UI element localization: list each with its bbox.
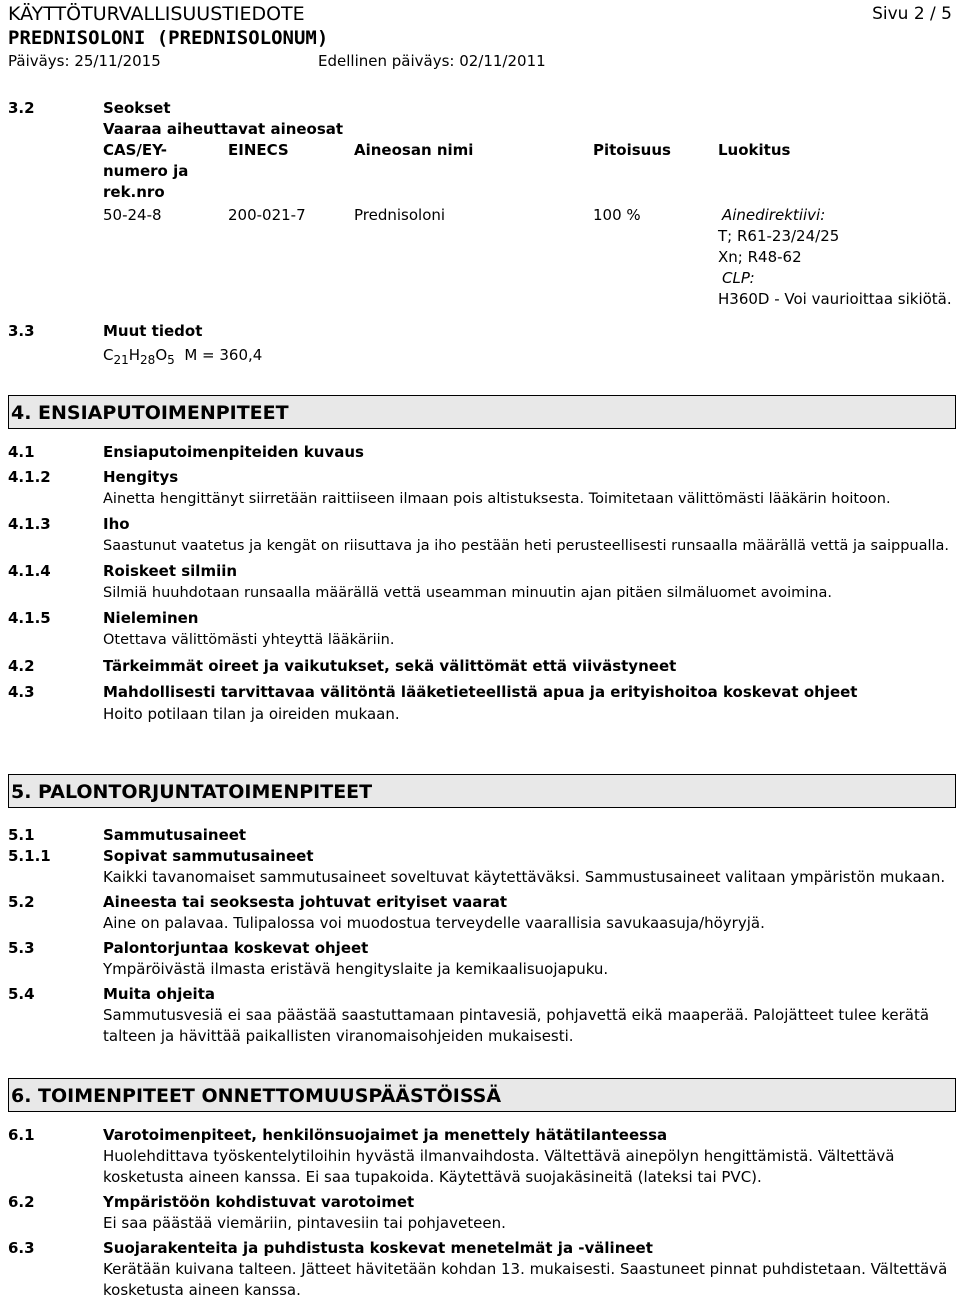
product-name: PREDNISOLONI (PREDNISOLONUM) [8, 27, 329, 49]
s53 [8, 938, 954, 959]
document-title: KÄYTTÖTURVALLISUUSTIEDOTE [8, 3, 305, 25]
section-title: Muita ohjeita [103, 985, 215, 1003]
section-title: Nieleminen [103, 609, 199, 627]
cell-einecs: 200-021-7 [228, 206, 306, 224]
section-title: Seokset [103, 99, 171, 117]
s52 [8, 892, 954, 913]
section-title: Iho [103, 515, 130, 533]
section-3-2-heading [8, 98, 954, 119]
formula-o-sub: 5 [167, 353, 175, 367]
s412-text: Ainetta hengittänyt siirretään raittiiseen ilmaan pois altistuksesta. Toimitetaan välittömästi lääkärin hoitoon. [103, 491, 891, 507]
section-number: 5.2 [8, 893, 35, 911]
class-dir-2: Xn; R48-62 [718, 248, 802, 266]
section-title: Mahdollisesti tarvittavaa välitöntä lääketieteellistä apua ja erityishoitoa koskevat ohjeet [103, 683, 858, 701]
section-4-heading: 4. ENSIAPUTOIMENPITEET [8, 395, 956, 429]
formula-c: C [103, 346, 114, 364]
s413 [8, 513, 954, 535]
class-dir-1: T; R61-23/24/25 [718, 227, 840, 245]
section-number: 5.1 [8, 826, 35, 844]
section-title: Aineesta tai seoksesta johtuvat erityiset vaarat [103, 893, 508, 911]
s52-text: Aine on palavaa. Tulipalossa voi muodostua terveydelle vaarallisia savukaasuja/höyryjä. [103, 914, 765, 932]
s42 [8, 655, 954, 677]
formula-h-sub: 28 [140, 353, 156, 367]
s412 [8, 466, 954, 488]
section-6-heading: 6. TOIMENPITEET ONNETTOMUUSPÄÄSTÖISSÄ [8, 1078, 956, 1112]
section-number: 5.1.1 [8, 847, 51, 865]
section-title: Ensiaputoimenpiteiden kuvaus [103, 443, 364, 461]
cell-cas: 50-24-8 [103, 206, 162, 224]
formula-c-sub: 21 [113, 353, 129, 367]
section-number: 6.2 [8, 1193, 35, 1211]
class-dir-label: Ainedirektiivi: [722, 206, 826, 224]
class-clp-label: CLP: [722, 269, 755, 287]
section-3-3 [8, 321, 954, 371]
s63 [8, 1238, 954, 1259]
section-number: 4.2 [8, 657, 35, 675]
section-title: Ympäristöön kohdistuvat varotoimet [103, 1193, 415, 1211]
section-subtitle [8, 119, 954, 140]
section-4-body [8, 441, 954, 725]
col-einecs: EINECS [228, 141, 289, 159]
section-3-2 [8, 98, 954, 308]
s511 [8, 846, 954, 867]
s41 [8, 441, 954, 463]
section-number: 4.1.4 [8, 562, 51, 580]
s61 [8, 1125, 954, 1146]
formula-h: H [128, 346, 141, 364]
col-class: Luokitus [718, 141, 791, 159]
s413-text: Saastunut vaatetus ja kengät on riisuttava ja iho pestään heti perusteellisesti runsaalla määrällä vettä ja saippualla. [103, 538, 950, 554]
page-number: Sivu 2 / 5 [872, 4, 952, 24]
issue-date: Päiväys: 25/11/2015 [8, 52, 161, 70]
s54 [8, 984, 954, 1005]
s63-text: Kerätään kuivana talteen. Jätteet hävitetään kohdan 13. mukaisesti. Saastuneet pinnat puhdistetaan. Vältettävä kosketusta aineen kanssa. [103, 1260, 948, 1299]
formula-o: O [155, 346, 168, 364]
section-5-heading: 5. PALONTORJUNTATOIMENPITEET [8, 774, 956, 808]
section-title: Suojarakenteita ja puhdistusta koskevat menetelmät ja -välineet [103, 1239, 653, 1257]
date-row [8, 50, 954, 72]
section-title: Sammutusaineet [103, 826, 247, 844]
molecular-formula [8, 345, 954, 371]
section-number: 4.1.3 [8, 515, 51, 533]
previous-date: Edellinen päiväys: 02/11/2011 [318, 52, 546, 70]
s415-text: Otettava välittömästi yhteyttä lääkäriin. [103, 632, 395, 648]
section-title: Varotoimenpiteet, henkilönsuojaimet ja menettely hätätilanteessa [103, 1126, 668, 1144]
s62-text: Ei saa päästää viemäriin, pintavesiin tai pohjaveteen. [103, 1214, 506, 1232]
s62 [8, 1192, 954, 1213]
class-clp: H360D - Voi vaurioittaa sikiötä. [718, 290, 952, 308]
section-number: 6.3 [8, 1239, 35, 1257]
section-number: 5.3 [8, 939, 35, 957]
s61-text: Huolehdittava työskentelytiloihin hyvästä ilmanvaihdosta. Vältettävä ainepölyn hengittämistä. Vältettävä kosketusta aineen kanssa. Ei saa tupakoida. Käytettävä suojakäsineitä (lateksi tai PVC). [103, 1147, 895, 1186]
s54-text: Sammutusvesiä ei saa päästää saastuttamaan pintavesiä, pohjavettä eikä maaperää. Palojätteet tulee kerätä talteen ja hävittää paikallisten viranomaisohjeiden mukaisesti. [103, 1006, 930, 1045]
section-number: 4.1.2 [8, 468, 51, 486]
section-number: 4.1 [8, 443, 35, 461]
section-title: Muut tiedot [103, 322, 203, 340]
s43-text: Hoito potilaan tilan ja oireiden mukaan. [103, 705, 400, 723]
s414-text: Silmiä huuhdotaan runsaalla määrällä vettä useamman minuutin ajan pitäen silmäluomet avoimina. [103, 585, 832, 601]
section-title: Hengitys [103, 468, 179, 486]
section-title: Tärkeimmät oireet ja vaikutukset, sekä välittömät että viivästyneet [103, 657, 677, 675]
section-number: 4.3 [8, 683, 35, 701]
section-number: 4.1.5 [8, 609, 51, 627]
subtitle-text: Vaaraa aiheuttavat aineosat [103, 120, 344, 138]
col-name: Aineosan nimi [354, 141, 474, 159]
document-header [8, 2, 954, 72]
s414 [8, 560, 954, 582]
section-title: Roiskeet silmiin [103, 562, 238, 580]
s511-text: Kaikki tavanomaiset sammutusaineet soveltuvat käytettäväksi. Sammustusaineet valitaan ympäristön mukaan. [103, 868, 946, 886]
section-3-3-heading [8, 321, 954, 342]
section-title: Sopivat sammutusaineet [103, 847, 314, 865]
section-number: 3.2 [8, 99, 35, 117]
s53-text: Ympäröivästä ilmasta eristävä hengityslaite ja kemikaalisuojapuku. [103, 960, 609, 978]
section-number: 5.4 [8, 985, 35, 1003]
section-number: 3.3 [8, 322, 35, 340]
section-6-body [8, 1125, 954, 1301]
section-5-body [8, 825, 954, 1047]
col-cas: CAS/EY-numero ja rek.nro [103, 141, 189, 201]
s415 [8, 607, 954, 629]
section-title: Palontorjuntaa koskevat ohjeet [103, 939, 369, 957]
composition-table [8, 140, 954, 308]
cell-conc: 100 % [593, 206, 641, 224]
col-conc: Pitoisuus [593, 141, 671, 159]
molar-mass: M = 360,4 [184, 346, 263, 364]
s51 [8, 825, 954, 846]
cell-class [718, 205, 952, 310]
cell-name: Prednisoloni [354, 206, 446, 224]
s43 [8, 681, 954, 703]
section-number: 6.1 [8, 1126, 35, 1144]
